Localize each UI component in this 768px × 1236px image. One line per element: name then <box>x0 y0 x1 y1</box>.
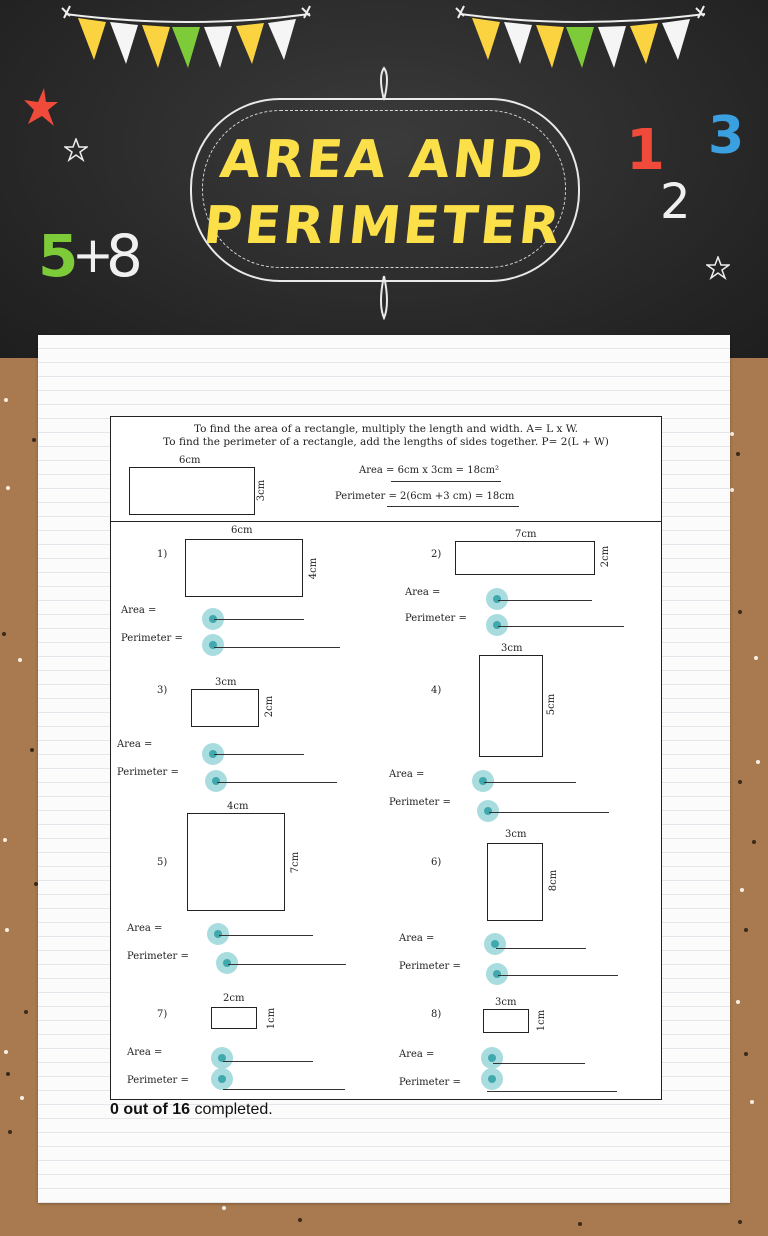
height-label: 2cm <box>264 695 276 718</box>
answer-box-5-perimeter[interactable] <box>216 952 238 974</box>
page-title-line2: PERIMETER <box>200 196 566 256</box>
area-label: Area = <box>389 769 425 780</box>
width-label: 3cm <box>501 643 523 654</box>
width-label: 3cm <box>495 997 517 1008</box>
completion-status <box>110 1101 273 1119</box>
height-label: 5cm <box>546 693 558 716</box>
height-label: 1cm <box>266 1007 278 1030</box>
bunting-right-icon <box>450 0 710 80</box>
problem-8-rectangle <box>483 1009 529 1033</box>
answer-box-7-area[interactable] <box>211 1047 233 1069</box>
height-label: 7cm <box>290 851 302 874</box>
perimeter-label: Perimeter = <box>389 797 451 808</box>
chalkboard-header <box>0 0 768 358</box>
example-rectangle <box>129 467 255 515</box>
chalk-number-eight: 8 <box>106 222 143 290</box>
instruction-line1: To find the area of a rectangle, multiply the length and width. A= L x W. <box>193 423 579 435</box>
problem-number: 4) <box>431 685 442 696</box>
perimeter-label: Perimeter = <box>121 633 183 644</box>
problem-number: 6) <box>431 857 442 868</box>
width-label: 4cm <box>227 801 249 812</box>
area-label: Area = <box>121 605 157 616</box>
answer-box-4-area[interactable] <box>472 770 494 792</box>
answer-box-7-perimeter[interactable] <box>211 1068 233 1090</box>
problem-number: 1) <box>157 549 168 560</box>
perimeter-label: Perimeter = <box>399 961 461 972</box>
area-label: Area = <box>399 933 435 944</box>
completion-count: 0 out of 16 <box>110 1101 191 1118</box>
star-outline-icon <box>706 256 730 280</box>
instruction-line2: To find the perimeter of a rectangle, add the lengths of sides together. P= 2(L + W) <box>163 436 609 448</box>
perimeter-label: Perimeter = <box>117 767 179 778</box>
perimeter-label: Perimeter = <box>405 613 467 624</box>
frame-flourish-icon <box>364 274 404 320</box>
width-label: 7cm <box>515 529 537 540</box>
problem-4-rectangle <box>479 655 543 757</box>
width-label: 2cm <box>223 993 245 1004</box>
height-label: 8cm <box>548 869 560 892</box>
height-label: 2cm <box>600 545 612 568</box>
example-area: Area = 6cm x 3cm = 18cm² <box>359 465 500 476</box>
answer-box-2-area[interactable] <box>486 588 508 610</box>
width-label: 3cm <box>505 829 527 840</box>
chalk-plus: + <box>72 226 114 284</box>
problem-number: 3) <box>157 685 168 696</box>
answer-box-6-area[interactable] <box>484 933 506 955</box>
example-perimeter: Perimeter = 2(6cm +3 cm) = 18cm <box>335 491 515 502</box>
problem-6-rectangle <box>487 843 543 921</box>
answer-box-3-perimeter[interactable] <box>205 770 227 792</box>
problem-7-rectangle <box>211 1007 257 1029</box>
star-red-icon <box>24 88 58 128</box>
area-label: Area = <box>399 1049 435 1060</box>
answer-box-1-perimeter[interactable] <box>202 634 224 656</box>
answer-box-2-perimeter[interactable] <box>486 614 508 636</box>
example-height-label: 3cm <box>256 479 268 502</box>
problem-2-rectangle <box>455 541 595 575</box>
star-outline-icon <box>64 138 88 162</box>
width-label: 6cm <box>231 525 253 536</box>
chalk-number-three: 3 <box>708 106 745 166</box>
completion-suffix: completed. <box>190 1101 273 1118</box>
height-label: 1cm <box>536 1009 548 1032</box>
width-label: 3cm <box>215 677 237 688</box>
area-label: Area = <box>127 1047 163 1058</box>
chalk-number-two: 2 <box>660 174 691 230</box>
frame-flourish-icon <box>364 66 404 102</box>
chalk-number-one: 1 <box>626 118 665 183</box>
problem-5-rectangle <box>187 813 285 911</box>
perimeter-label: Perimeter = <box>399 1077 461 1088</box>
problem-number: 5) <box>157 857 168 868</box>
problem-3-rectangle <box>191 689 259 727</box>
example-width-label: 6cm <box>179 455 201 466</box>
page-title-line1: AREA AND <box>217 130 549 190</box>
bunting-left-icon <box>60 0 320 80</box>
height-label: 4cm <box>308 557 320 580</box>
answer-box-6-perimeter[interactable] <box>486 963 508 985</box>
problem-1-rectangle <box>185 539 303 597</box>
answer-box-4-perimeter[interactable] <box>477 800 499 822</box>
chalk-number-five: 5 <box>38 222 79 290</box>
perimeter-label: Perimeter = <box>127 951 189 962</box>
problem-number: 7) <box>157 1009 168 1020</box>
area-label: Area = <box>117 739 153 750</box>
area-label: Area = <box>405 587 441 598</box>
worksheet <box>110 416 662 1100</box>
answer-box-8-perimeter[interactable] <box>481 1068 503 1090</box>
perimeter-label: Perimeter = <box>127 1075 189 1086</box>
problem-number: 2) <box>431 549 442 560</box>
answer-box-8-area[interactable] <box>481 1047 503 1069</box>
problem-number: 8) <box>431 1009 442 1020</box>
answer-box-5-area[interactable] <box>207 923 229 945</box>
area-label: Area = <box>127 923 163 934</box>
